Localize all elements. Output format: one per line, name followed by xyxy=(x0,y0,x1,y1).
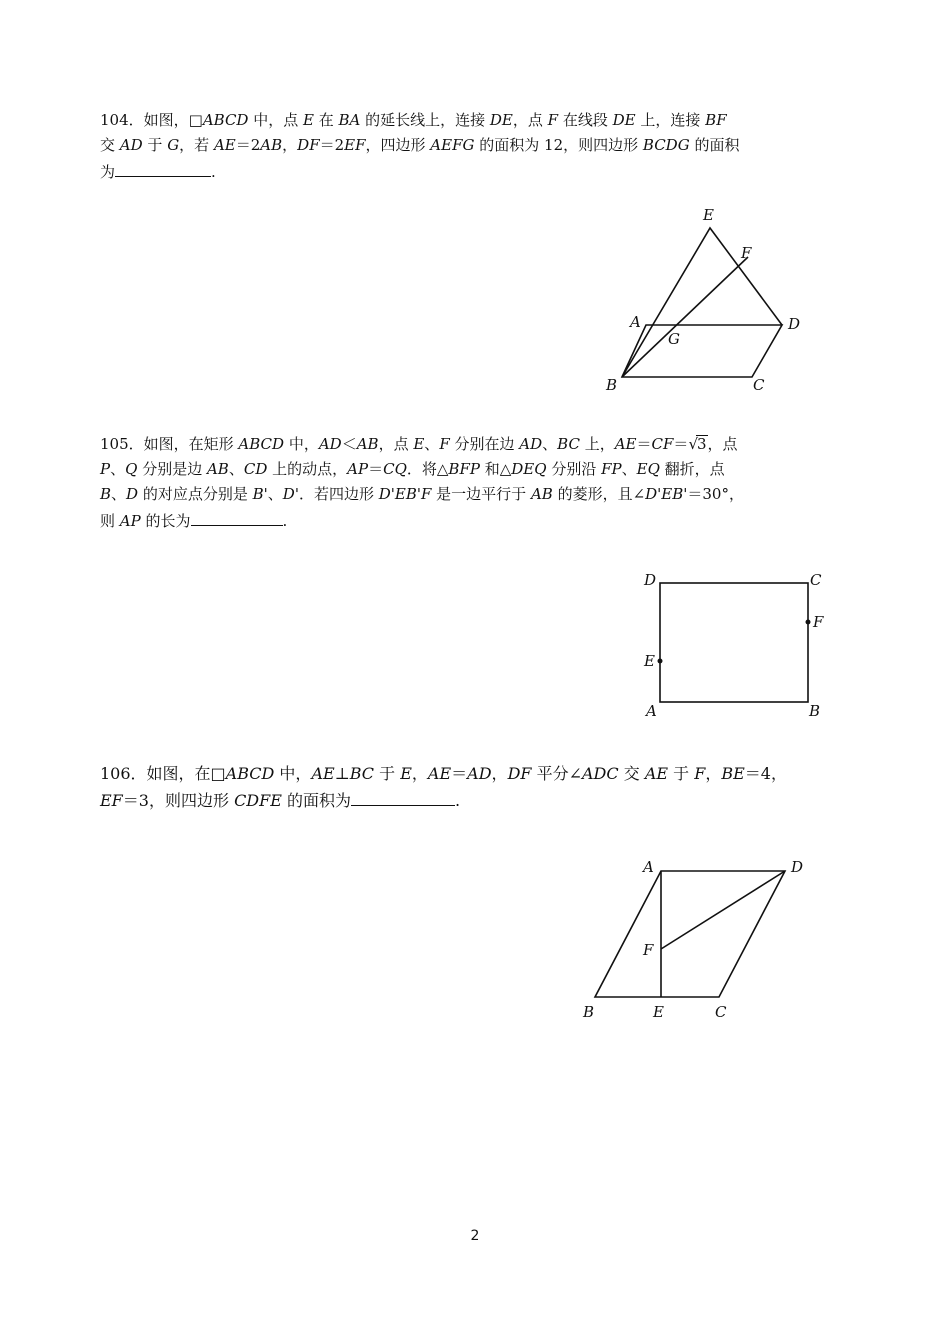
page-number: 2 xyxy=(470,1228,480,1244)
problem-105-line-2: P、Q 分别是边 AB、CD 上的动点，AP＝CQ．将△BFP 和△DEQ 分别沿 FP、EQ 翻折，点 xyxy=(100,460,725,478)
answer-blank xyxy=(115,158,211,177)
label-f: F xyxy=(741,244,752,262)
label-b: B xyxy=(606,376,618,394)
problem-104 xyxy=(100,108,840,185)
problem-106-line-2: EF＝3，则四边形 CDFE 的面积为 . xyxy=(100,787,870,814)
label-d: D xyxy=(788,315,801,333)
problem-105-line-4: 则 AP 的长为 . xyxy=(100,507,840,534)
figure-104 xyxy=(590,200,820,400)
label-e: E xyxy=(703,206,714,224)
problem-105-line-3: B、D 的对应点分别是 B'、D'．若四边形 D'EB'F 是一边平行于 AB 的菱形，且∠D'EB'＝30°， xyxy=(100,485,744,503)
line-segment xyxy=(622,257,748,377)
label-b: B xyxy=(809,702,821,720)
label-c: C xyxy=(753,376,765,394)
parallelogram-abcd xyxy=(595,871,785,997)
problem-105 xyxy=(100,432,840,534)
label-a: A xyxy=(643,858,654,876)
label-e: E xyxy=(653,1003,664,1021)
label-f: F xyxy=(643,941,654,959)
label-d: D xyxy=(791,858,804,876)
sqrt-radicand: 3 xyxy=(697,435,707,453)
label-a: A xyxy=(630,313,641,331)
label-d: D xyxy=(644,571,657,589)
label-b: B xyxy=(583,1003,595,1021)
line-df xyxy=(661,871,785,949)
point-e xyxy=(658,659,663,664)
label-f: F xyxy=(813,613,824,631)
label-a: A xyxy=(646,702,657,720)
problem-106-line-1: 106．如图，在□ABCD 中，AE⊥BC 于 E，AE＝AD，DF 平分∠ADC 交 AE 于 F，BE＝4， xyxy=(100,764,787,783)
label-e: E xyxy=(644,652,655,670)
problem-104-line-1: 104．如图，□ABCD 中，点 E 在 BA 的延长线上，连接 DE，点 F 在线段 DE 上，连接 BF xyxy=(100,111,727,129)
parallelogram-abcd xyxy=(622,325,782,377)
problem-105-line-1: 105．如图，在矩形 ABCD 中，AD＜AB，点 E、F 分别在边 AD、BC 上，AE＝CF＝√3，点 xyxy=(100,435,738,453)
label-g: G xyxy=(668,330,680,348)
label-c: C xyxy=(715,1003,727,1021)
problem-104-line-2: 交 AD 于 G，若 AE＝2AB，DF＝2EF，四边形 AEFG 的面积为 12，则四边形 BCDG 的面积 xyxy=(100,136,740,154)
label-c: C xyxy=(810,571,822,589)
point-f xyxy=(806,620,811,625)
answer-blank xyxy=(191,507,283,526)
rectangle-abcd xyxy=(660,583,808,702)
figure-105 xyxy=(640,568,840,728)
problem-104-line-3: 为 . xyxy=(100,158,840,185)
problem-106 xyxy=(100,760,870,814)
figure-106 xyxy=(575,855,825,1035)
answer-blank xyxy=(351,787,455,806)
